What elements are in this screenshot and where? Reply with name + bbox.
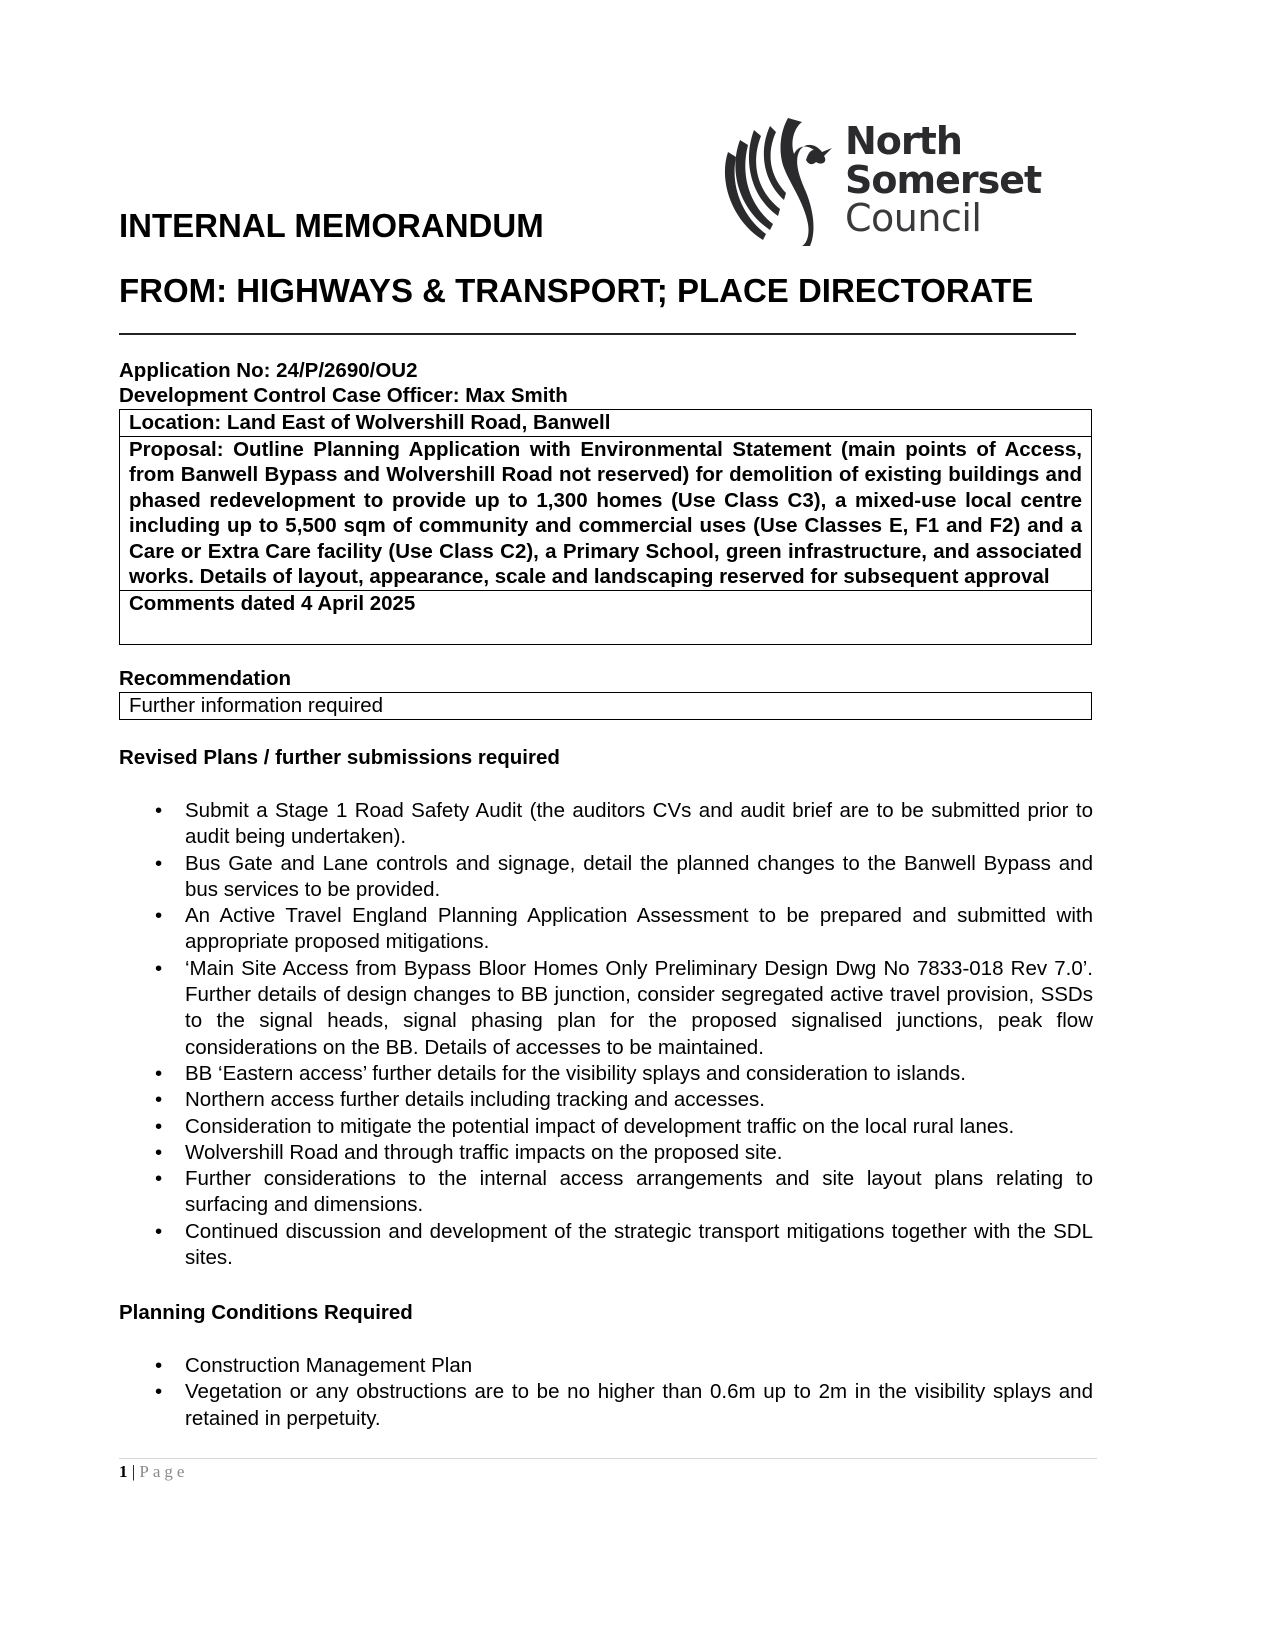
list-item	[119, 1379, 1093, 1432]
council-wordmark	[845, 119, 1042, 240]
header-divider	[119, 333, 1076, 335]
bullet-icon: •	[155, 1219, 163, 1243]
list-item	[119, 851, 1093, 904]
logo-text-council: Council	[845, 196, 982, 240]
bullet-icon: •	[155, 1140, 163, 1164]
bullet-icon: •	[155, 1380, 163, 1404]
bullet-icon: •	[155, 1114, 163, 1138]
footer-separator: |	[131, 1462, 136, 1481]
location-row: Location: Land East of Wolvershill Road, Banwell	[120, 410, 1091, 437]
bullet-icon: •	[155, 1167, 163, 1191]
list-item	[119, 1061, 1093, 1087]
list-item-text: Submit a Stage 1 Road Safety Audit (the auditors CVs and audit brief are to be submitted prior to audit being undertaken).	[185, 799, 1093, 849]
wyvern-emblem-icon	[718, 112, 843, 247]
list-item	[119, 956, 1093, 1061]
planning-conditions-list	[119, 1353, 1093, 1432]
list-item-text: Continued discussion and development of the strategic transport mitigations together with the SDL sites.	[185, 1219, 1093, 1270]
list-item	[119, 903, 1093, 956]
list-item-text: BB ‘Eastern access’ further details for the visibility splays and consideration to islands.	[185, 1061, 966, 1085]
comments-date-row: Comments dated 4 April 2025	[129, 591, 416, 615]
application-number: Application No: 24/P/2690/OU2	[119, 359, 418, 382]
list-item	[119, 1140, 1093, 1166]
revised-plans-heading: Revised Plans / further submissions required	[119, 746, 560, 769]
council-logo	[718, 112, 1048, 247]
proposal-row: Proposal: Outline Planning Application with Environmental Statement (main points of Access, from Banwell Bypass and Wolvershill Road not reserved) for demolition of existing buildings and phased redevelopment to provide up to 1,300 homes (Use Class C3), a mixed-use local centre including up to 5,500 sqm of community and commercial uses (Use Classes E, F1 and F2) and a Care or Extra Care facility (Use Class C2), a Primary School, green infrastructure, and associated works. Details of layout, appearance, scale and landscaping reserved for subsequent approval	[120, 437, 1091, 591]
application-details-table	[119, 409, 1092, 645]
list-item-text: Vegetation or any obstructions are to be no higher than 0.6m up to 2m in the visibility splays and retained in perpetuity.	[185, 1380, 1093, 1430]
memo-title: INTERNAL MEMORANDUM	[119, 207, 544, 244]
list-item-text: Construction Management Plan	[185, 1354, 473, 1377]
list-item-text: An Active Travel England Planning Application Assessment to be prepared and submitted with appropriate proposed mitigations.	[185, 904, 1093, 954]
recommendation-value: Further information required	[119, 692, 1092, 720]
bullet-icon: •	[155, 1354, 163, 1377]
list-item-text: Bus Gate and Lane controls and signage, detail the planned changes to the Banwell Bypass and bus services to be provided.	[185, 851, 1093, 901]
recommendation-heading: Recommendation	[119, 667, 291, 690]
list-item-text: ‘Main Site Access from Bypass Bloor Homes Only Preliminary Design Dwg No 7833-018 Rev 7.0’. Further details of design changes to BB junction, consider segregated active travel provision, SSDs to the signal heads, signal phasing plan for the proposed signalised junctions, peak flow considerations on the BB. Details of accesses to be maintained.	[185, 956, 1093, 1059]
list-item	[119, 798, 1093, 851]
bullet-icon: •	[155, 904, 163, 928]
list-item-text: Further considerations to the internal access arrangements and site layout plans relating to surfacing and dimensions.	[185, 1167, 1093, 1217]
page-footer	[119, 1462, 188, 1482]
list-item	[119, 1353, 1093, 1379]
revised-plans-list	[119, 798, 1093, 1271]
bullet-icon: •	[155, 1061, 163, 1085]
planning-conditions-heading: Planning Conditions Required	[119, 1301, 413, 1324]
list-item-text: Northern access further details including tracking and accesses.	[185, 1088, 765, 1112]
page-label: Page	[139, 1462, 189, 1481]
list-item	[119, 1114, 1093, 1140]
page-number: 1	[119, 1462, 128, 1481]
logo-text-north: North	[845, 119, 962, 163]
list-item	[119, 1166, 1093, 1219]
bullet-icon: •	[155, 956, 163, 980]
bullet-icon: •	[155, 851, 163, 875]
from-department-title: FROM: HIGHWAYS & TRANSPORT; PLACE DIRECTORATE	[119, 272, 1034, 309]
bullet-icon: •	[155, 1088, 163, 1112]
bullet-icon: •	[155, 799, 163, 822]
list-item	[119, 1219, 1093, 1272]
case-officer: Development Control Case Officer: Max Smith	[119, 384, 568, 407]
footer-divider	[119, 1458, 1097, 1459]
list-item	[119, 1087, 1093, 1113]
list-item-text: Consideration to mitigate the potential impact of development traffic on the local rural lanes.	[185, 1114, 1015, 1138]
logo-text-somerset: Somerset	[845, 158, 1042, 202]
list-item-text: Wolvershill Road and through traffic impacts on the proposed site.	[185, 1140, 783, 1164]
